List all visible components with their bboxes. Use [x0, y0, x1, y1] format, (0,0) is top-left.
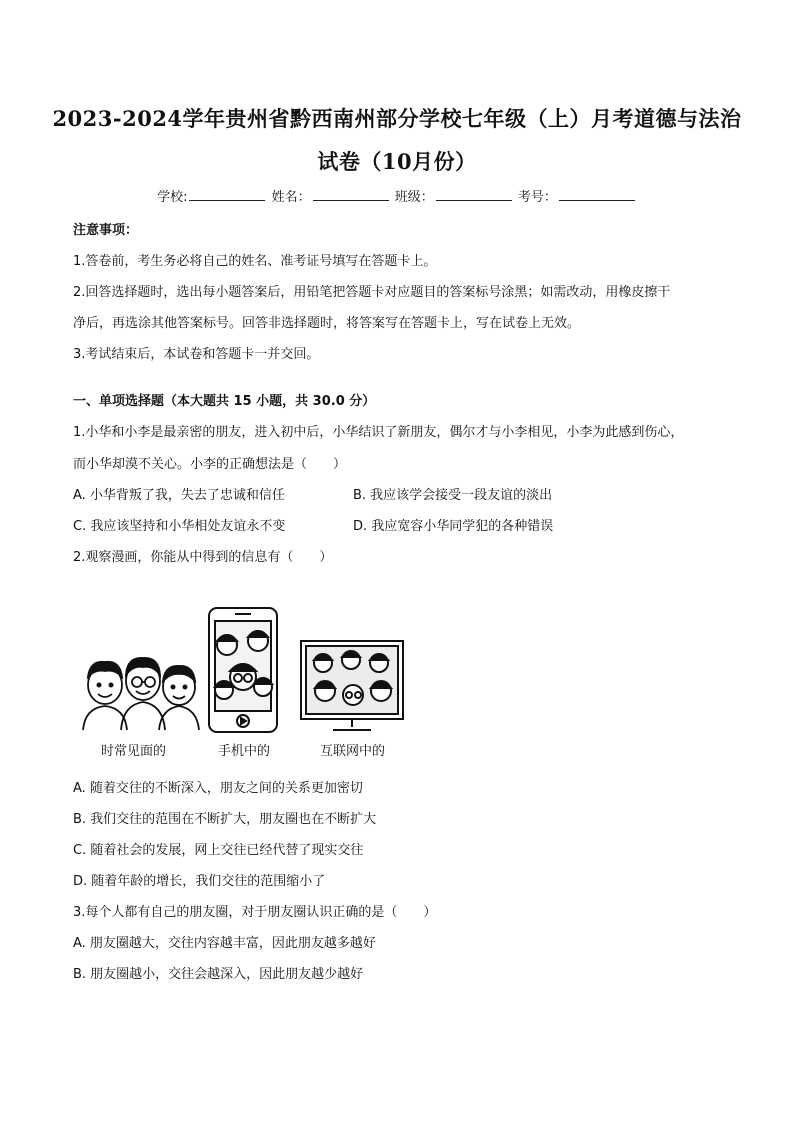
section-heading: 一、单项选择题（本大题共 15 小题，共 30.0 分）: [73, 394, 376, 409]
class-label: 班级：: [394, 190, 434, 205]
caption-internet: 互联网中的: [320, 744, 386, 759]
comic-illustration: [75, 605, 415, 735]
caption-face-to-face: 时常见面的: [101, 744, 167, 759]
q1-option-d[interactable]: D. 我应宽容小华同学犯的各种错误: [353, 519, 554, 534]
q1-option-b[interactable]: B. 我应该学会接受一段友谊的淡出: [353, 488, 553, 503]
student-info-row: [0, 186, 794, 205]
number-label: 考号：: [517, 190, 557, 205]
q2-option-c[interactable]: C. 随着社会的发展，网上交往已经代替了现实交往: [73, 843, 364, 858]
q1-option-a[interactable]: A. 小华背叛了我，失去了忠诚和信任: [73, 488, 285, 503]
q2-option-a[interactable]: A. 随着交往的不断深入，朋友之间的关系更加密切: [73, 781, 363, 796]
exam-title-line1: 2023-2024学年贵州省黔西南州部分学校七年级（上）月考道德与法治: [52, 106, 742, 131]
q1-stem-line2: 而小华却漠不关心。小李的正确想法是（ ）: [73, 457, 347, 472]
q3-option-a[interactable]: A. 朋友圈越大，交往内容越丰富，因此朋友越多越好: [73, 936, 376, 951]
notice-item-2b: 净后，再选涂其他答案标号。回答非选择题时，将答案写在答题卡上，写在试卷上无效。: [73, 316, 581, 331]
exam-title-line2: 试卷（10月份）: [317, 149, 477, 174]
q2-option-b[interactable]: B. 我们交往的范围在不断扩大，朋友圈也在不断扩大: [73, 812, 377, 827]
notice-item-2a: 2.回答选择题时，选出每小题答案后，用铅笔把答题卡对应题目的答案标号涂黑；如需改动，用橡皮擦干: [73, 285, 671, 300]
number-blank[interactable]: [559, 188, 635, 201]
q2-stem: 2.观察漫画，你能从中得到的信息有（ ）: [73, 550, 333, 565]
name-label: 姓名：: [271, 190, 311, 205]
notice-heading: 注意事项：: [73, 223, 139, 238]
friends-group-figure: [83, 658, 199, 730]
q3-stem: 3.每个人都有自己的朋友圈，对于朋友圈认识正确的是（ ）: [73, 905, 437, 920]
q1-option-c[interactable]: C. 我应该坚持和小华相处友谊永不变: [73, 519, 286, 534]
class-blank[interactable]: [436, 188, 512, 201]
caption-phone: 手机中的: [218, 744, 271, 759]
q1-stem-line1: 1.小华和小李是最亲密的朋友，进入初中后，小华结识了新朋友，偶尔才与小李相见，小李为此感到伤心，: [73, 425, 684, 440]
q3-option-b[interactable]: B. 朋友圈越小，交往会越深入，因此朋友越少越好: [73, 967, 364, 982]
phone-figure: [209, 608, 277, 732]
q2-option-d[interactable]: D. 随着年龄的增长，我们交往的范围缩小了: [73, 874, 326, 889]
name-blank[interactable]: [313, 188, 389, 201]
school-blank[interactable]: [189, 188, 265, 201]
notice-item-3: 3.考试结束后，本试卷和答题卡一并交回。: [73, 347, 320, 362]
notice-item-1: 1.答卷前，考生务必将自己的姓名、准考证号填写在答题卡上。: [73, 254, 437, 269]
school-label: 学校:: [157, 190, 188, 205]
monitor-figure: [301, 641, 403, 730]
